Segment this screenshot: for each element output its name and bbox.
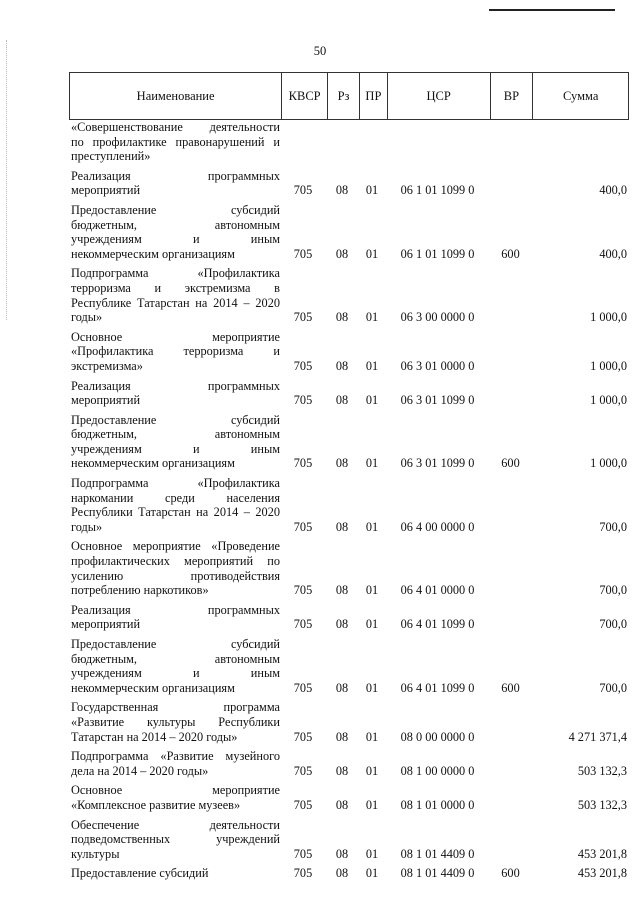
row-pr: 01 [365, 583, 379, 598]
row-rz: 08 [335, 846, 349, 861]
row-name-line: по профилактике правонарушений и [71, 134, 280, 149]
row-rz: 08 [335, 866, 349, 881]
row-kvsr: 705 [293, 729, 313, 744]
row-name-line: бюджетным, автономным [71, 427, 280, 442]
row-rz: 08 [335, 797, 349, 812]
row-name [69, 866, 280, 881]
table-body [69, 120, 629, 881]
row-sum: 400,0 [599, 246, 627, 261]
row-name-line: Предоставление субсидий [71, 866, 209, 881]
row-csr: 06 3 01 1099 0 [400, 393, 475, 408]
row-name [69, 379, 280, 408]
table-row [69, 700, 629, 744]
row-sum: 1 000,0 [590, 358, 627, 373]
row-name-line: годы» [71, 310, 103, 325]
row-name [69, 749, 280, 778]
row-vr: 600 [501, 246, 520, 261]
row-sum: 700,0 [599, 519, 627, 534]
table-row [69, 120, 629, 164]
row-rz: 08 [335, 358, 349, 373]
row-kvsr: 705 [293, 583, 313, 598]
table-row [69, 818, 629, 862]
row-sum: 453 201,8 [577, 866, 627, 881]
table-row [69, 749, 629, 778]
table-row [69, 539, 629, 597]
row-sum: 1 000,0 [590, 393, 627, 408]
table-row [69, 413, 629, 471]
row-name-line: «Развитие культуры Республики [71, 714, 280, 729]
row-csr: 06 4 00 0000 0 [400, 519, 475, 534]
row-name [69, 413, 280, 471]
row-pr: 01 [365, 519, 379, 534]
row-name-line: «Профилактика терроризма и [71, 344, 280, 359]
row-sum: 503 132,3 [577, 763, 627, 778]
table-row [69, 169, 629, 198]
row-name-line: Предоставление субсидий [71, 412, 280, 427]
row-name-line: усилению противодействия [71, 568, 280, 583]
row-csr: 06 3 01 1099 0 [400, 456, 475, 471]
row-rz: 08 [335, 183, 349, 198]
header-vr: ВР [491, 73, 534, 119]
row-rz: 08 [335, 393, 349, 408]
row-rz: 08 [335, 583, 349, 598]
row-sum: 700,0 [599, 583, 627, 598]
row-name-line: бюджетным, автономным [71, 651, 280, 666]
row-csr: 06 1 01 1099 0 [400, 183, 475, 198]
row-sum: 700,0 [599, 680, 627, 695]
row-name-line: подведомственных учреждений [71, 832, 280, 847]
row-csr: 06 4 01 1099 0 [400, 617, 475, 632]
header-csr: ЦСР [388, 73, 491, 119]
row-name [69, 330, 280, 374]
row-rz: 08 [335, 456, 349, 471]
row-kvsr: 705 [293, 680, 313, 695]
row-name [69, 476, 280, 534]
row-kvsr: 705 [293, 846, 313, 861]
row-name-line: Основное мероприятие [71, 329, 280, 344]
row-sum: 1 000,0 [590, 456, 627, 471]
table-row [69, 783, 629, 812]
row-name-line: дела на 2014 – 2020 годы» [71, 763, 209, 778]
row-sum: 1 000,0 [590, 310, 627, 325]
row-name [69, 120, 280, 164]
row-name-line: Реализация программных [71, 378, 280, 393]
row-pr: 01 [365, 846, 379, 861]
row-vr: 600 [501, 456, 520, 471]
row-kvsr: 705 [293, 617, 313, 632]
row-name-line: профилактических мероприятий по [71, 554, 280, 569]
row-pr: 01 [365, 617, 379, 632]
row-name-line: «Совершенствование деятельности [71, 120, 280, 134]
row-pr: 01 [365, 866, 379, 881]
row-name-line: Республики Татарстан на 2014 – 2020 [71, 505, 280, 520]
row-csr: 08 1 01 4409 0 [400, 846, 475, 861]
row-csr: 08 1 01 0000 0 [400, 797, 475, 812]
row-rz: 08 [335, 617, 349, 632]
row-name-line: Предоставление субсидий [71, 202, 280, 217]
table-row [69, 203, 629, 261]
row-sum: 700,0 [599, 617, 627, 632]
row-csr: 06 3 00 0000 0 [400, 310, 475, 325]
row-name-line: наркомании среди населения [71, 490, 280, 505]
row-name-line: Подпрограмма «Развитие музейного [71, 749, 280, 764]
row-pr: 01 [365, 358, 379, 373]
header-kvsr: КВСР [282, 73, 328, 119]
row-csr: 08 1 00 0000 0 [400, 763, 475, 778]
row-name-line: годы» [71, 519, 103, 534]
margin-dots [6, 40, 7, 320]
row-rz: 08 [335, 519, 349, 534]
page-number: 50 [313, 44, 327, 58]
row-name-line: Обеспечение деятельности [71, 817, 280, 832]
table-row [69, 476, 629, 534]
row-sum: 400,0 [599, 183, 627, 198]
row-name-line: мероприятий [71, 617, 141, 632]
row-name-line: некоммерческим организациям [71, 456, 235, 471]
row-name-line: Республике Татарстан на 2014 – 2020 [71, 295, 280, 310]
row-kvsr: 705 [293, 797, 313, 812]
row-csr: 06 4 01 0000 0 [400, 583, 475, 598]
row-pr: 01 [365, 680, 379, 695]
row-csr: 06 4 01 1099 0 [400, 680, 475, 695]
row-name [69, 818, 280, 862]
row-name [69, 266, 280, 324]
table-row [69, 379, 629, 408]
row-kvsr: 705 [293, 456, 313, 471]
row-name-line: некоммерческим организациям [71, 680, 235, 695]
row-name-line: преступлений» [71, 149, 151, 164]
row-rz: 08 [335, 680, 349, 695]
table-row [69, 266, 629, 324]
row-kvsr: 705 [293, 519, 313, 534]
row-name [69, 783, 280, 812]
row-pr: 01 [365, 310, 379, 325]
row-name-line: Основное мероприятие «Проведение [71, 539, 280, 554]
row-pr: 01 [365, 763, 379, 778]
row-name [69, 637, 280, 695]
row-name-line: Основное мероприятие [71, 783, 280, 798]
row-sum: 503 132,3 [577, 797, 627, 812]
table-row [69, 603, 629, 632]
row-name-line: мероприятий [71, 393, 141, 408]
row-name [69, 700, 280, 744]
row-name-line: некоммерческим организациям [71, 246, 235, 261]
row-csr: 06 1 01 1099 0 [400, 246, 475, 261]
row-csr: 06 3 01 0000 0 [400, 358, 475, 373]
row-kvsr: 705 [293, 393, 313, 408]
header-sum: Сумма [562, 88, 599, 103]
row-name-line: Подпрограмма «Профилактика [71, 266, 280, 281]
row-name-line: Государственная программа [71, 700, 280, 715]
row-name-line: мероприятий [71, 183, 141, 198]
row-name-line: Татарстан на 2014 – 2020 годы» [71, 729, 238, 744]
row-name-line: Реализация программных [71, 168, 280, 183]
row-kvsr: 705 [293, 763, 313, 778]
row-name-line: учреждениям и иным [71, 441, 280, 456]
row-kvsr: 705 [293, 358, 313, 373]
row-name-line: культуры [71, 846, 120, 861]
row-name-line: потреблению наркотиков» [71, 583, 209, 598]
row-vr: 600 [501, 866, 520, 881]
row-pr: 01 [365, 183, 379, 198]
row-name-line: учреждениям и иным [71, 232, 280, 247]
header-rz: Рз [328, 73, 360, 119]
row-name [69, 603, 280, 632]
row-name-line: Подпрограмма «Профилактика [71, 476, 280, 491]
row-name-line: экстремизма» [71, 358, 143, 373]
row-name-line: бюджетным, автономным [71, 217, 280, 232]
row-pr: 01 [365, 456, 379, 471]
row-kvsr: 705 [293, 310, 313, 325]
table-row [69, 637, 629, 695]
row-csr: 08 1 01 4409 0 [400, 866, 475, 881]
table-row [69, 330, 629, 374]
row-pr: 01 [365, 393, 379, 408]
row-name-line: Предоставление субсидий [71, 637, 280, 651]
row-rz: 08 [335, 763, 349, 778]
row-pr: 01 [365, 246, 379, 261]
row-name-line: Реализация программных [71, 602, 280, 617]
table-row [69, 866, 629, 881]
row-rz: 08 [335, 729, 349, 744]
row-kvsr: 705 [293, 866, 313, 881]
top-rule [489, 9, 615, 11]
row-rz: 08 [335, 310, 349, 325]
row-sum: 4 271 371,4 [568, 729, 627, 744]
row-kvsr: 705 [293, 183, 313, 198]
row-kvsr: 705 [293, 246, 313, 261]
row-name-line: «Комплексное развитие музеев» [71, 797, 241, 812]
row-name [69, 169, 280, 198]
row-name [69, 539, 280, 597]
table-header [69, 72, 629, 120]
header-pr: ПР [360, 73, 388, 119]
row-sum: 453 201,8 [577, 846, 627, 861]
row-rz: 08 [335, 246, 349, 261]
row-name [69, 203, 280, 261]
row-csr: 08 0 00 0000 0 [400, 729, 475, 744]
row-name-line: учреждениям и иным [71, 666, 280, 681]
header-name: Наименование [70, 73, 282, 119]
row-pr: 01 [365, 729, 379, 744]
row-vr: 600 [501, 680, 520, 695]
row-pr: 01 [365, 797, 379, 812]
row-name-line: терроризма и экстремизма в [71, 280, 280, 295]
